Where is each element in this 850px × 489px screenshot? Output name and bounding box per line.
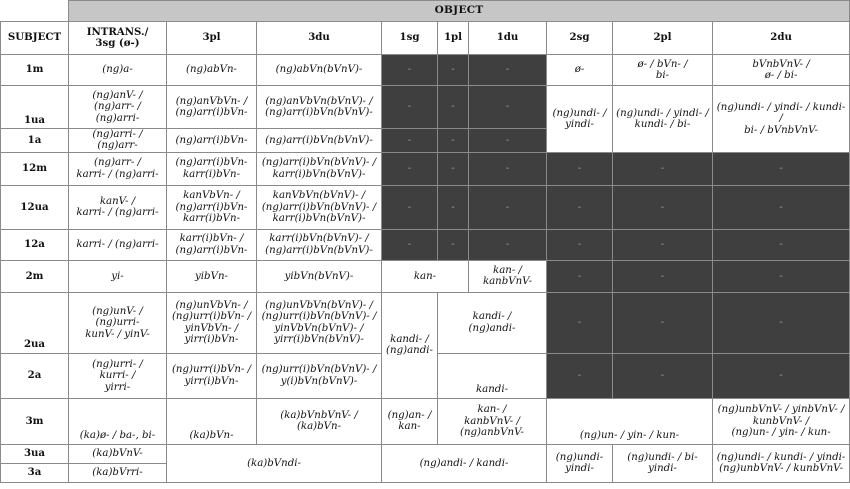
cell-12a-1pl-blocked: - <box>438 229 469 260</box>
cell-3m-2du: (ng)unbVnV- / yinbVnV- / kunbVnV- / (ng)un- / yin- / kun- <box>713 398 850 444</box>
cell-1m-1du-blocked: - <box>469 55 547 86</box>
cell-1a-intrans: (ng)arri- / (ng)arr- <box>69 129 167 153</box>
cell-3ua-3a-1: (ng)andi- / kandi- <box>382 444 547 482</box>
cell-1a-1sg-blocked: - <box>382 129 438 153</box>
row-label-2ua: 2ua <box>1 292 69 353</box>
cell-12a-1sg-blocked: - <box>382 229 438 260</box>
cell-2ua-2pl-blocked: - <box>613 292 713 353</box>
cell-2a-2du-blocked: - <box>713 353 850 398</box>
object-header: OBJECT <box>69 1 850 22</box>
row-label-1a: 1a <box>1 129 69 153</box>
col-3pl-header: 3pl <box>167 22 257 55</box>
table-row <box>1 55 850 86</box>
cell-1a-1pl-blocked: - <box>438 129 469 153</box>
cell-3a-intrans: (ka)bVrri- <box>69 463 167 482</box>
row-label-12a: 12a <box>1 229 69 260</box>
cell-1ua-1du-blocked: - <box>469 86 547 129</box>
table-row <box>1 292 850 353</box>
cell-2a-2pl-blocked: - <box>613 353 713 398</box>
cell-1ua-1a-2pl: (ng)undi- / yindi- / kundi- / bi- <box>613 86 713 153</box>
table-row <box>1 398 850 444</box>
cell-12m-2pl-blocked: - <box>613 152 713 185</box>
cell-1m-3pl: (ng)abVn- <box>167 55 257 86</box>
cell-2a-3du: (ng)urr(i)bVn(bVnV)- / y(i)bVn(bVnV)- <box>257 353 382 398</box>
cell-12ua-3du: kanVbVn(bVnV)- / (ng)arr(i)bVn(bVnV)- / karr(i)bVn(bVnV)- <box>257 185 382 229</box>
cell-12m-2sg-blocked: - <box>547 152 613 185</box>
cell-12a-3pl: karr(i)bVn- / (ng)arr(i)bVn- <box>167 229 257 260</box>
cell-2m-3du: yibVn(bVnV)- <box>257 260 382 292</box>
row-label-1ua: 1ua <box>1 86 69 129</box>
cell-2ua-2sg-blocked: - <box>547 292 613 353</box>
cell-2m-intrans: yi- <box>69 260 167 292</box>
row-label-3m: 3m <box>1 398 69 444</box>
row-label-12ua: 12ua <box>1 185 69 229</box>
table-row <box>1 86 850 129</box>
cell-12m-intrans: (ng)arr- / karri- / (ng)arri- <box>69 152 167 185</box>
cell-2m-2pl-blocked: - <box>613 260 713 292</box>
cell-2ua-intrans: (ng)unV- / (ng)urri- kunV- / yinV- <box>69 292 167 353</box>
col-1du-header: 1du <box>469 22 547 55</box>
cell-1m-1sg-blocked: - <box>382 55 438 86</box>
cell-2ua-3du: (ng)unVbVn(bVnV)- / (ng)urr(i)bVn(bVnV)- / yinVbVn(bVnV)- / yirr(i)bVn(bVnV)- <box>257 292 382 353</box>
cell-1m-3du: (ng)abVn(bVnV)- <box>257 55 382 86</box>
table-row <box>1 152 850 185</box>
cell-12a-2du-blocked: - <box>713 229 850 260</box>
cell-12ua-1sg-blocked: - <box>382 185 438 229</box>
cell-2a-2sg-blocked: - <box>547 353 613 398</box>
cell-12m-1du-blocked: - <box>469 152 547 185</box>
cell-1m-2du: bVnbVnV- / ø- / bi- <box>713 55 850 86</box>
cell-3m-1sg: (ng)an- / kan- <box>382 398 438 444</box>
intrans-header: INTRANS./ 3sg (ø-) <box>69 22 167 55</box>
cell-2m-3pl: yibVn- <box>167 260 257 292</box>
cell-2a-intrans: (ng)urri- / kurri- / yirri- <box>69 353 167 398</box>
cell-12ua-2du-blocked: - <box>713 185 850 229</box>
cell-1a-3pl: (ng)arr(i)bVn- <box>167 129 257 153</box>
cell-1ua-1pl-blocked: - <box>438 86 469 129</box>
cell-2ua-2du-blocked: - <box>713 292 850 353</box>
col-1pl-header: 1pl <box>438 22 469 55</box>
cell-2a-1pl-1du: kandi- <box>438 353 547 398</box>
cell-1a-3du: (ng)arr(i)bVn(bVnV)- <box>257 129 382 153</box>
cell-2a-3pl: (ng)urr(i)bVn- / yirr(i)bVn- <box>167 353 257 398</box>
cell-12ua-intrans: kanV- / karri- / (ng)arri- <box>69 185 167 229</box>
table-row <box>1 444 850 463</box>
cell-1ua-intrans: (ng)anV- / (ng)arr- / (ng)arri- <box>69 86 167 129</box>
row-label-1m: 1m <box>1 55 69 86</box>
row-label-2a: 2a <box>1 353 69 398</box>
cell-3m-1pl-1du: kan- / kanbVnV- / (ng)anbVnV- <box>438 398 547 444</box>
cell-1m-2sg: ø- <box>547 55 613 86</box>
cell-1ua-3du: (ng)anVbVn(bVnV)- / (ng)arr(i)bVn(bVnV)- <box>257 86 382 129</box>
cell-2ua-1pl-1du: kandi- / (ng)andi- <box>438 292 547 353</box>
cell-12a-2pl-blocked: - <box>613 229 713 260</box>
cell-2m-1sg-1pl: kan- <box>382 260 469 292</box>
cell-12m-2du-blocked: - <box>713 152 850 185</box>
row-label-3a: 3a <box>1 463 69 482</box>
subject-header: SUBJECT <box>1 22 69 55</box>
cell-2ua-3pl: (ng)unVbVn- / (ng)urr(i)bVn- / yinVbVn- / yirr(i)bVn- <box>167 292 257 353</box>
cell-2ua-2a-1sg: kandi- / (ng)andi- <box>382 292 438 398</box>
cell-3ua-3a-2sg: (ng)undi- yindi- <box>547 444 613 482</box>
table-row <box>1 185 850 229</box>
cell-3m-intrans: (ka)ø- / ba-, bi- <box>69 398 167 444</box>
cell-12ua-1pl-blocked: - <box>438 185 469 229</box>
cell-12m-3pl: (ng)arr(i)bVn- karr(i)bVn- <box>167 152 257 185</box>
cell-12m-1sg-blocked: - <box>382 152 438 185</box>
cell-2m-2sg-blocked: - <box>547 260 613 292</box>
col-2sg-header: 2sg <box>547 22 613 55</box>
cell-12a-intrans: karri- / (ng)arri- <box>69 229 167 260</box>
cell-2m-1du: kan- / kanbVnV- <box>469 260 547 292</box>
cell-1ua-1a-2du: (ng)undi- / yindi- / kundi- / bi- / bVnbVnV- <box>713 86 850 153</box>
cell-3ua-3a-2du: (ng)undi- / kundi- / yindi- (ng)unbVnV- / kunbVnV- <box>713 444 850 482</box>
cell-12a-2sg-blocked: - <box>547 229 613 260</box>
cell-3ua-3a-3: (ka)bVndi- <box>167 444 382 482</box>
cell-2m-2du-blocked: - <box>713 260 850 292</box>
cell-1m-2pl: ø- / bVn- / bi- <box>613 55 713 86</box>
table-row <box>1 229 850 260</box>
cell-1ua-3pl: (ng)anVbVn- / (ng)arr(i)bVn- <box>167 86 257 129</box>
row-label-3ua: 3ua <box>1 444 69 463</box>
cell-12a-1du-blocked: - <box>469 229 547 260</box>
table-row <box>1 260 850 292</box>
cell-1ua-1a-2sg: (ng)undi- / yindi- <box>547 86 613 153</box>
cell-12ua-2sg-blocked: - <box>547 185 613 229</box>
cell-1m-intrans: (ng)a- <box>69 55 167 86</box>
row-label-12m: 12m <box>1 152 69 185</box>
cell-12ua-1du-blocked: - <box>469 185 547 229</box>
cell-12a-3du: karr(i)bVn(bVnV)- / (ng)arr(i)bVn(bVnV)- <box>257 229 382 260</box>
cell-3m-2sg-2pl: (ng)un- / yin- / kun- <box>547 398 713 444</box>
cell-3m-3du: (ka)bVnbVnV- / (ka)bVn- <box>257 398 382 444</box>
cell-1a-1du-blocked: - <box>469 129 547 153</box>
cell-12m-3du: (ng)arr(i)bVn(bVnV)- / karr(i)bVn(bVnV)- <box>257 152 382 185</box>
cell-3ua-3a-2pl: (ng)undi- / bi- yindi- <box>613 444 713 482</box>
col-3du-header: 3du <box>257 22 382 55</box>
col-2du-header: 2du <box>713 22 850 55</box>
cell-3ua-intrans: (ka)bVnV- <box>69 444 167 463</box>
cell-3m-3pl: (ka)bVn- <box>167 398 257 444</box>
row-label-2m: 2m <box>1 260 69 292</box>
col-1sg-header: 1sg <box>382 22 438 55</box>
corner-blank <box>1 1 69 22</box>
cell-12m-1pl-blocked: - <box>438 152 469 185</box>
col-2pl-header: 2pl <box>613 22 713 55</box>
cell-1m-1pl-blocked: - <box>438 55 469 86</box>
cell-1ua-1sg-blocked: - <box>382 86 438 129</box>
cell-12ua-2pl-blocked: - <box>613 185 713 229</box>
cell-12ua-3pl: kanVbVn- / (ng)arr(i)bVn- karr(i)bVn- <box>167 185 257 229</box>
